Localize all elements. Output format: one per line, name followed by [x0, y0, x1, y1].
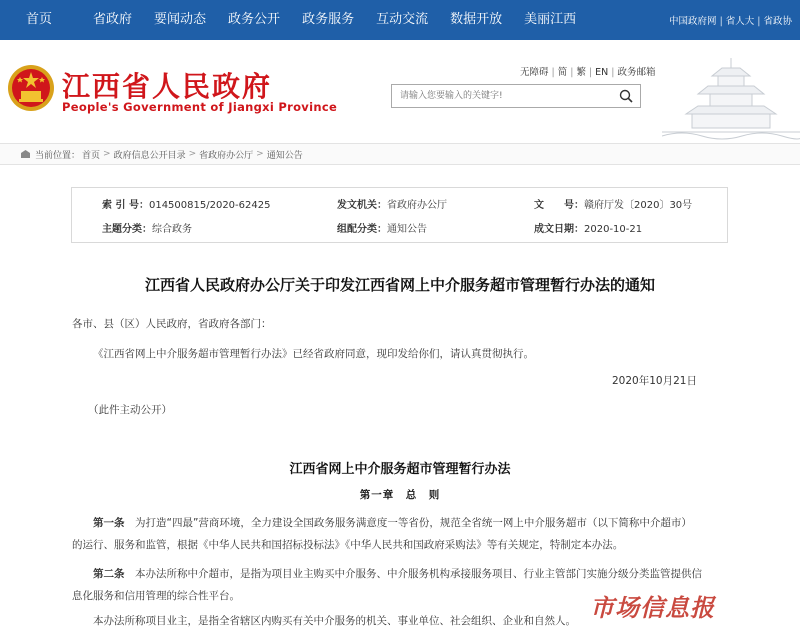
meta-date-value: 2020-10-21	[584, 224, 643, 235]
top-navigation	[0, 0, 800, 40]
link-china-gov[interactable]: 中国政府网	[669, 16, 717, 27]
link-cppcc[interactable]: 省政协	[763, 16, 792, 27]
search-input[interactable]	[392, 85, 612, 107]
meta-index-value: 014500815/2020-62425	[148, 200, 271, 211]
meta-category	[337, 220, 427, 235]
separator: |	[611, 67, 615, 78]
notice-body: 《江西省网上中介服务超市管理暂行办法》已经省政府同意，现印发给你们，请认真贯彻执行。	[93, 348, 534, 360]
separator: >	[256, 149, 264, 159]
meta-topic-value: 综合政务	[152, 224, 192, 235]
nav-gov-services[interactable]: 政务服务	[302, 12, 355, 27]
link-simplified[interactable]: 简	[557, 67, 568, 78]
meta-issuer-label: 发文机关：	[337, 200, 387, 211]
breadcrumb-home[interactable]: 首页	[82, 150, 101, 161]
meta-index-label: 索 引 号：	[102, 200, 149, 211]
meta-date-label: 成文日期：	[534, 224, 584, 235]
link-gov-mail[interactable]: 政务邮箱	[617, 67, 656, 78]
attachment-title: 江西省网上中介服务超市管理暂行办法	[289, 462, 511, 477]
meta-topic-label: 主题分类：	[102, 224, 152, 235]
national-emblem-icon	[6, 63, 56, 113]
article-2-label: 第二条	[93, 568, 125, 580]
meta-docno-label: 文 号：	[534, 200, 584, 211]
search-box	[391, 84, 641, 108]
watermark-logo: 市场信息报	[590, 593, 715, 622]
separator: |	[588, 67, 593, 78]
separator: |	[757, 16, 761, 27]
separator: |	[570, 67, 574, 78]
utility-links	[520, 64, 655, 78]
breadcrumb-notice[interactable]: 通知公告	[266, 150, 303, 161]
nav-provincial-gov[interactable]: 省政府	[93, 12, 133, 27]
meta-category-label: 组配分类：	[337, 224, 387, 235]
document-title: 江西省人民政府办公厅关于印发江西省网上中介服务超市管理暂行办法的通知	[144, 276, 655, 294]
article-2-line-3: 本办法所称项目业主，是指全省辖区内购买有关中介服务的机关、事业单位、社会组织、企业和自然人。	[93, 615, 576, 627]
nav-gov-affairs-public[interactable]: 政务公开	[228, 12, 281, 27]
site-header	[0, 40, 800, 140]
link-npc[interactable]: 省人大	[725, 16, 755, 27]
meta-index	[102, 196, 270, 211]
breadcrumb-office[interactable]: 省政府办公厅	[199, 150, 254, 161]
chapter-heading: 第一章 总 则	[359, 489, 441, 501]
sign-date: 2020年10月21日	[612, 375, 697, 387]
external-links	[669, 13, 792, 27]
article-1-text: 为打造“四最”营商环境，全力建设全国政务服务满意度一等省份，规范全省统一网上中介服务超市（以下简称中介超市）	[124, 517, 692, 529]
separator: |	[551, 67, 555, 78]
public-note: （此件主动公开）	[88, 404, 172, 416]
site-title: 江西省人民政府	[62, 70, 273, 103]
location-icon	[20, 149, 31, 159]
nav-interaction[interactable]: 互动交流	[376, 12, 429, 27]
search-button[interactable]	[612, 85, 640, 107]
meta-docno-value: 赣府厅发〔2020〕30号	[584, 200, 693, 211]
article-2-line-2: 息化服务和信用管理的综合性平台。	[72, 590, 240, 602]
meta-date	[534, 220, 642, 235]
meta-issuer	[337, 196, 447, 211]
meta-docno	[534, 196, 692, 211]
article-1-line-1	[93, 515, 692, 531]
link-accessibility[interactable]: 无障碍	[520, 67, 549, 78]
meta-topic	[102, 220, 192, 235]
breadcrumb	[0, 143, 800, 165]
meta-category-value: 通知公告	[387, 224, 427, 235]
article-2-text: 本办法所称中介超市，是指为项目业主购买中介服务、中介服务机构承接服务项目、行业主管部门实施分级分类监管提供信	[124, 568, 702, 580]
site-subtitle: People's Government of Jiangxi Province	[62, 100, 338, 114]
article-1-label: 第一条	[93, 517, 125, 529]
nav-open-data[interactable]: 数据开放	[450, 12, 503, 27]
salutation: 各市、县（区）人民政府，省政府各部门：	[72, 318, 272, 330]
link-english[interactable]: EN	[595, 67, 609, 78]
breadcrumb-label: 当前位置：	[35, 150, 81, 161]
nav-news[interactable]: 要闻动态	[154, 12, 207, 27]
link-traditional[interactable]: 繁	[576, 67, 586, 78]
breadcrumb-gov-info[interactable]: 政府信息公开目录	[113, 150, 186, 161]
meta-issuer-value: 省政府办公厅	[387, 200, 447, 211]
separator: >	[188, 149, 197, 159]
nav-beautiful-jiangxi[interactable]: 美丽江西	[524, 12, 577, 27]
separator: |	[719, 16, 723, 27]
separator: >	[103, 149, 111, 159]
nav-home[interactable]: 首页	[26, 12, 53, 27]
document-meta-table	[71, 187, 728, 243]
article-1-line-2: 的运行、服务和监管，根据《中华人民共和国招标投标法》《中华人民共和国政府采购法》等有关规定，特制定本办法。	[72, 539, 624, 551]
search-icon	[619, 89, 633, 103]
article-2-line-1	[93, 566, 702, 582]
pavilion-illustration-icon	[662, 50, 800, 140]
